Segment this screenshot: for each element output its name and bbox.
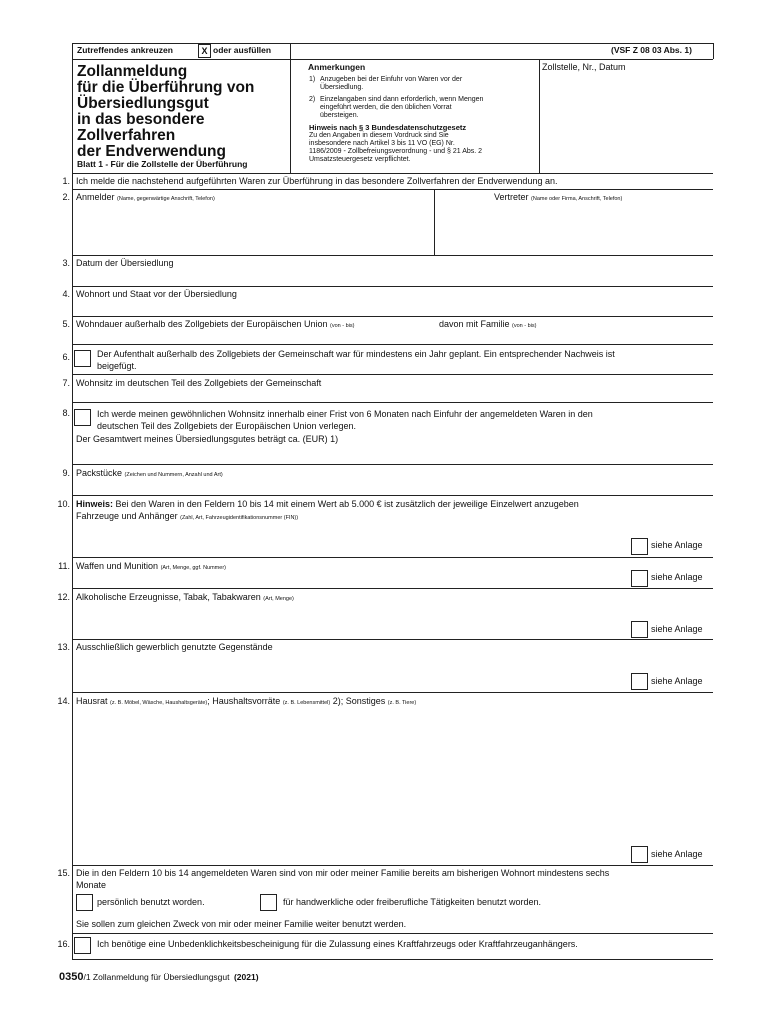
value-notice	[76, 499, 579, 510]
instruction-suffix: oder ausfüllen	[213, 45, 272, 55]
professional-use-label: für handwerkliche oder freiberufliche Tätigkeiten benutzt worden.	[283, 897, 541, 907]
title-line-5: Zollverfahren	[77, 127, 176, 144]
field-12-number: 12.	[57, 592, 70, 602]
field-4-number: 4.	[62, 289, 70, 299]
alcohol-tobacco-field[interactable]	[76, 592, 294, 605]
value-notice-label: Hinweis:	[76, 499, 114, 509]
instruction-box: X	[198, 44, 211, 58]
note-1-number: 1)	[309, 76, 316, 83]
total-value-field[interactable]: Der Gesamtwert meines Übersiedlungsgutes beträgt ca. (EUR) 1)	[76, 434, 339, 444]
field-14-number: 14.	[57, 696, 70, 706]
declarant-hint: (Name, gegenwärtige Anschrift, Telefon)	[117, 196, 215, 202]
prior-use-line-1: Die in den Feldern 10 bis 14 angemeldeten Waren sind von mir oder meiner Familie bereits am bisherigen Wohnort mindestens sechs	[76, 868, 610, 878]
other-label: 2); Sonstiges	[332, 696, 386, 706]
residence-duration-field[interactable]	[76, 319, 354, 332]
note-2-line-2: eingeführt werden, die den üblichen Vorrat	[320, 104, 452, 111]
note-1-line-2: Übersiedlung.	[320, 84, 364, 91]
abroad-one-year-checkbox[interactable]	[74, 350, 91, 367]
vehicles-attachment-checkbox[interactable]	[631, 538, 648, 555]
form-footer-title: /1 Zollanmeldung für Übersiedlungsgut	[83, 972, 230, 982]
alcohol-tobacco-attachment-checkbox[interactable]	[631, 621, 648, 638]
clearance-certificate-checkbox[interactable]	[74, 937, 91, 954]
note-2-line-3: übersteigen.	[320, 112, 359, 119]
note-1-line-1: Anzugeben bei der Einfuhr von Waren vor der	[320, 76, 463, 83]
weapons-attachment-label: siehe Anlage	[651, 572, 703, 582]
packages-label: Packstücke	[76, 468, 123, 478]
representative-hint: (Name oder Firma, Anschrift, Telefon)	[531, 196, 623, 202]
german-residence-field[interactable]: Wohnsitz im deutschen Teil des Zollgebiets der Gemeinschaft	[76, 378, 322, 388]
field-10-number: 10.	[57, 499, 70, 509]
field-15-number: 15.	[57, 868, 70, 878]
declarant-field[interactable]	[76, 192, 215, 205]
previous-residence-field[interactable]: Wohnort und Staat vor der Übersiedlung	[76, 289, 237, 299]
packages-hint: (Zeichen und Nummern, Anzahl und Art)	[124, 472, 223, 478]
family-duration-label: davon mit Familie	[439, 319, 510, 329]
form-footer	[59, 969, 259, 984]
note-2-line-1: Einzelangaben sind dann erforderlich, wenn Mengen	[320, 96, 484, 103]
household-label: Hausrat	[76, 696, 108, 706]
vehicles-attachment-label: siehe Anlage	[651, 540, 703, 550]
prior-use-line-2: Monate	[76, 880, 107, 890]
same-purpose-text: Sie sollen zum gleichen Zweck von mir oder meiner Familie weiter benutzt werden.	[76, 919, 407, 929]
privacy-line-4: Umsatzsteuergesetz verpflichtet.	[309, 156, 411, 163]
commercial-goods-field[interactable]: Ausschließlich gewerblich genutzte Gegenstände	[76, 642, 273, 652]
abroad-one-year-line-2: beigefügt.	[97, 361, 137, 371]
weapons-attachment-checkbox[interactable]	[631, 570, 648, 587]
field-9-number: 9.	[62, 468, 70, 478]
alcohol-tobacco-attachment-label: siehe Anlage	[651, 624, 703, 634]
privacy-heading: Hinweis nach § 3 Bundesdatenschutzgesetz	[309, 123, 467, 132]
other-hint: (z. B. Tiere)	[387, 700, 417, 706]
commercial-goods-attachment-checkbox[interactable]	[631, 673, 648, 690]
value-notice-text: Bei den Waren in den Feldern 10 bis 14 mit einem Wert ab 5.000 € ist zusätzlich der jeweilige Einzelwert anzugeben	[115, 499, 579, 509]
household-hint: (z. B. Möbel, Wäsche, Haushaltsgeräte)	[110, 700, 208, 706]
field-2-number: 2.	[62, 192, 70, 202]
field-1-number: 1.	[62, 176, 70, 186]
alcohol-tobacco-label: Alkoholische Erzeugnisse, Tabak, Tabakwaren	[76, 592, 261, 602]
privacy-line-2: insbesondere nach Artikel 3 bis 11 VO (EG) Nr.	[309, 140, 455, 147]
vehicles-field[interactable]	[76, 511, 298, 524]
field-13-number: 13.	[57, 642, 70, 652]
household-goods-field[interactable]	[76, 696, 416, 709]
field-11-number: 11.	[58, 561, 70, 571]
weapons-field[interactable]	[76, 561, 226, 574]
representative-label: Vertreter	[494, 192, 529, 202]
weapons-label: Waffen und Munition	[76, 561, 159, 571]
title-line-4: in das besondere	[77, 111, 205, 128]
field-5-number: 5.	[62, 319, 70, 329]
notes-heading: Anmerkungen	[308, 62, 366, 72]
alcohol-tobacco-hint: (Art, Menge)	[263, 596, 294, 602]
form-year: (2021)	[233, 972, 259, 982]
relocate-intent-line-1: Ich werde meinen gewöhnlichen Wohnsitz innerhalb einer Frist von 6 Monaten nach Einfuhr der angemeldeten Waren in den	[97, 409, 593, 419]
field-16-number: 16.	[57, 939, 70, 949]
field-1-declaration: Ich melde die nachstehend aufgeführten Waren zur Überführung in das besondere Zollverfahren der Endverwendung an.	[76, 176, 558, 186]
abroad-one-year-line-1: Der Aufenthalt außerhalb des Zollgebiets der Gemeinschaft war für mindestens ein Jahr geplant. Ein entsprechender Nachweis ist	[97, 349, 615, 359]
commercial-goods-attachment-label: siehe Anlage	[651, 676, 703, 686]
relocate-intent-checkbox[interactable]	[74, 409, 91, 426]
privacy-line-1: Zu den Angaben in diesem Vordruck sind Sie	[309, 132, 449, 139]
vehicles-label: Fahrzeuge und Anhänger	[76, 511, 178, 521]
title-line-2: für die Überführung von	[77, 79, 255, 96]
packages-field[interactable]	[76, 468, 223, 481]
title-line-6: der Endverwendung	[77, 143, 226, 160]
customs-office-label: Zollstelle, Nr., Datum	[542, 62, 626, 72]
form-code: 0350	[59, 971, 84, 983]
relocation-date-field[interactable]: Datum der Übersiedlung	[76, 258, 174, 268]
residence-duration-hint: (von - bis)	[330, 323, 355, 329]
professional-use-checkbox[interactable]	[260, 894, 277, 911]
residence-duration-label: Wohndauer außerhalb des Zollgebiets der Europäischen Union	[76, 319, 328, 329]
personal-use-label: persönlich benutzt worden.	[97, 897, 205, 907]
family-duration-hint: (von - bis)	[512, 323, 537, 329]
field-7-number: 7.	[62, 378, 70, 388]
form-subtitle: Blatt 1 - Für die Zollstelle der Überführung	[77, 159, 248, 169]
privacy-line-3: 1186/2009 - Zollbefreiungsverordnung - und § 21 Abs. 2	[309, 148, 483, 155]
clearance-certificate-label: Ich benötige eine Unbedenklichkeitsbescheinigung für die Zulassung eines Kraftfahrzeugs oder Kraftfahrzeuganhängers.	[97, 939, 578, 949]
supplies-label: ; Haushaltsvorräte	[207, 696, 281, 706]
personal-use-checkbox[interactable]	[76, 894, 93, 911]
form-reference: (VSF Z 08 03 Abs. 1)	[611, 45, 692, 55]
weapons-hint: (Art, Menge, ggf. Nummer)	[160, 565, 226, 571]
family-duration-field[interactable]	[439, 319, 537, 332]
household-attachment-checkbox[interactable]	[631, 846, 648, 863]
household-attachment-label: siehe Anlage	[651, 849, 703, 859]
declarant-label: Anmelder	[76, 192, 115, 202]
note-2-number: 2)	[309, 96, 316, 103]
field-6-number: 6.	[62, 352, 70, 362]
title-line-3: Übersiedlungsgut	[77, 95, 209, 112]
representative-field[interactable]	[494, 192, 622, 205]
field-3-number: 3.	[62, 258, 70, 268]
title-line-1: Zollanmeldung	[77, 63, 188, 80]
instruction-prefix: Zutreffendes ankreuzen	[77, 45, 173, 55]
vehicles-hint: (Zahl, Art, Fahrzeugidentifikationsnummer (FIN))	[180, 515, 299, 521]
field-8-number: 8.	[62, 408, 70, 418]
relocate-intent-line-2: deutschen Teil des Zollgebiets der Europäischen Union verlegen.	[97, 421, 356, 431]
supplies-hint: (z. B. Lebensmittel)	[282, 700, 331, 706]
